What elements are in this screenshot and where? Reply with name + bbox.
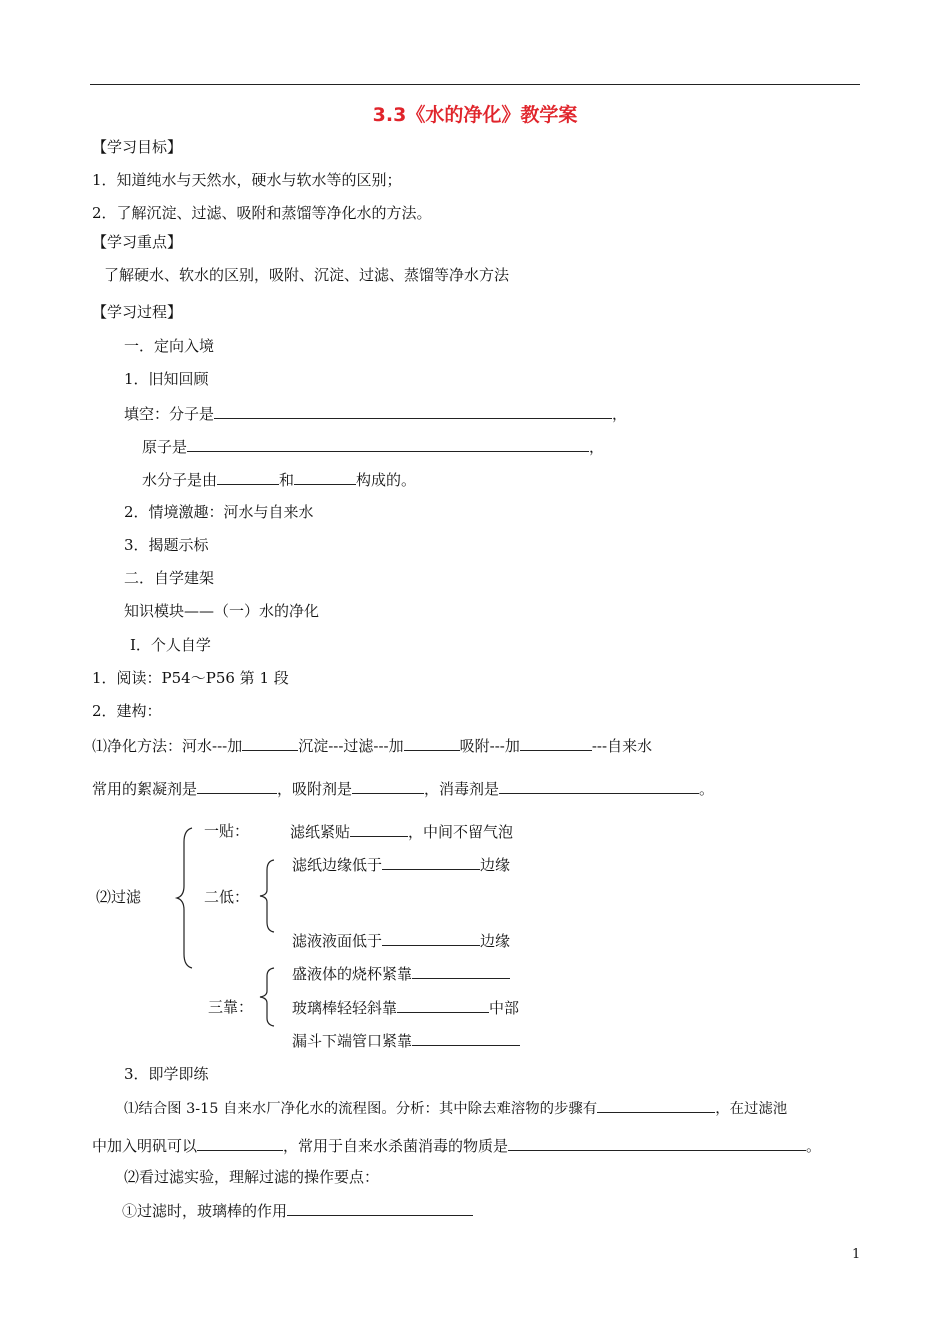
- section-heading: 二．自学建架: [124, 569, 215, 587]
- answer-blank[interactable]: [382, 930, 480, 946]
- text: 滤纸边缘低于: [292, 856, 383, 874]
- purification-method-line: [92, 735, 652, 756]
- practice-heading: 3．即学即练: [124, 1065, 209, 1083]
- answer-blank[interactable]: [499, 778, 699, 794]
- answer-blank[interactable]: [382, 854, 480, 870]
- fill-molecule-line: [124, 403, 627, 424]
- practice-q2: ⑵看过滤实验，理解过滤的操作要点：: [124, 1168, 380, 1186]
- answer-blank[interactable]: [508, 1135, 806, 1151]
- objective-item: 1．知道纯水与天然水，硬水与软水等的区别；: [92, 171, 402, 189]
- text: 漏斗下端管口紧靠: [292, 1032, 413, 1050]
- page-title: 3.3《水的净化》教学案: [372, 104, 578, 126]
- answer-blank[interactable]: [404, 735, 460, 751]
- text: 中加入明矾可以: [92, 1137, 198, 1155]
- text: 边缘: [480, 932, 511, 950]
- answer-blank[interactable]: [352, 778, 424, 794]
- text: ⑴结合图 3-15 自来水厂净化水的流程图。分析：其中除去难溶物的步骤有: [124, 1101, 598, 1117]
- fill-prefix: 填空：分子是: [124, 405, 215, 423]
- answer-blank[interactable]: [294, 469, 356, 485]
- atom-label: 原子是: [142, 438, 188, 456]
- text: 中部: [489, 999, 520, 1017]
- answer-blank[interactable]: [217, 469, 279, 485]
- two-low-item: [292, 854, 510, 875]
- text: 。: [806, 1137, 822, 1155]
- answer-blank[interactable]: [412, 1030, 520, 1046]
- two-low-label: 二低：: [204, 888, 250, 906]
- two-low-item: [292, 930, 510, 951]
- text: 常用的絮凝剂是: [92, 780, 198, 798]
- practice-q2-item: [122, 1200, 473, 1221]
- three-lean-item: [292, 1030, 520, 1051]
- fill-atom-line: [142, 436, 604, 457]
- three-lean-item: [292, 997, 519, 1018]
- text: ，消毒剂是: [424, 780, 500, 798]
- page-number: 1: [852, 1247, 861, 1262]
- fill-water-molecule-line: [142, 469, 416, 490]
- keypoints-heading: 【学习重点】: [92, 233, 183, 251]
- text: ，中间不留气泡: [408, 823, 514, 841]
- answer-blank[interactable]: [412, 963, 510, 979]
- read-instruction: 1．阅读：P54～P56 第 1 段: [92, 669, 289, 687]
- keypoints-text: 了解硬水、软水的区别，吸附、沉淀、过滤、蒸馏等净水方法: [104, 266, 510, 284]
- agents-line: [92, 778, 714, 799]
- three-lean-label: 三靠：: [208, 998, 254, 1016]
- text: 滤液液面低于: [292, 932, 383, 950]
- text: 玻璃棒轻轻斜靠: [292, 999, 398, 1017]
- practice-q1-line2: [92, 1135, 821, 1156]
- three-lean-brace: [256, 966, 278, 1028]
- comma: ，: [589, 438, 605, 456]
- text: ⑴净化方法：河水---加: [92, 737, 243, 755]
- text: ，常用于自来水杀菌消毒的物质是: [283, 1137, 509, 1155]
- section-heading: 一．定向入境: [124, 337, 215, 355]
- three-lean-item: [292, 963, 510, 984]
- text: 沉淀---过滤---加: [298, 737, 404, 755]
- comma: ，: [612, 405, 628, 423]
- text: ①过滤时，玻璃棒的作用: [122, 1202, 288, 1220]
- subsection-heading: Ⅰ．个人自学: [130, 636, 211, 654]
- text: 构成的。: [356, 471, 417, 489]
- one-stick-text: [290, 821, 513, 842]
- text: ，在过滤池: [715, 1101, 788, 1117]
- answer-blank[interactable]: [197, 1135, 283, 1151]
- one-stick-label: 一贴：: [204, 822, 250, 840]
- answer-blank[interactable]: [397, 997, 489, 1013]
- text: 滤纸紧贴: [290, 823, 351, 841]
- objectives-heading: 【学习目标】: [92, 138, 183, 156]
- text: 盛液体的烧杯紧靠: [292, 965, 413, 983]
- text: 吸附---加: [459, 737, 520, 755]
- subsection-heading: 2．情境激趣：河水与自来水: [124, 503, 314, 521]
- subsection-heading: 3．揭题示标: [124, 536, 209, 554]
- answer-blank[interactable]: [242, 735, 298, 751]
- build-instruction: 2．建构：: [92, 702, 162, 720]
- answer-blank[interactable]: [350, 821, 408, 837]
- text: ---自来水: [591, 737, 653, 755]
- answer-blank[interactable]: [520, 735, 592, 751]
- answer-blank[interactable]: [597, 1097, 715, 1113]
- practice-q1-line1: [124, 1097, 787, 1119]
- text: ，吸附剂是: [277, 780, 353, 798]
- subsection-heading: 1．旧知回顾: [124, 370, 209, 388]
- text: 和: [279, 471, 295, 489]
- filtration-label: ⑵过滤: [96, 888, 142, 906]
- module-heading: 知识模块——（一）水的净化: [124, 602, 320, 620]
- answer-blank[interactable]: [187, 436, 589, 452]
- text: 边缘: [480, 856, 511, 874]
- objective-item: 2．了解沉淀、过滤、吸附和蒸馏等净化水的方法。: [92, 204, 432, 222]
- text: 。: [699, 780, 715, 798]
- answer-blank[interactable]: [287, 1200, 473, 1216]
- header-rule: [90, 84, 860, 85]
- answer-blank[interactable]: [214, 403, 612, 419]
- answer-blank[interactable]: [197, 778, 277, 794]
- big-brace: [174, 826, 196, 970]
- text: 水分子是由: [142, 471, 218, 489]
- process-heading: 【学习过程】: [92, 303, 183, 321]
- two-low-brace: [256, 858, 278, 934]
